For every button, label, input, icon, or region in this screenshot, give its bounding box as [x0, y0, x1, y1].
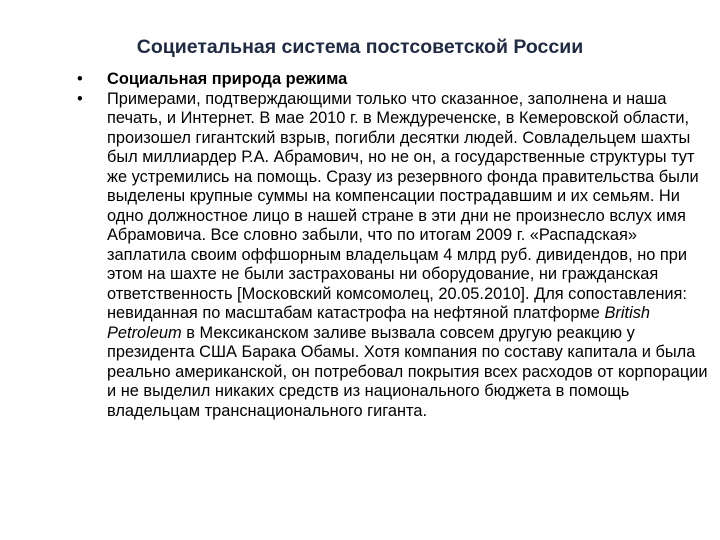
bullet-text-part-2: в Мексиканском заливе вызвала совсем другую реакцию у президента США Барака Обамы. Хотя компания по составу капитала и была реально американской, он потребовал покрытия всех расходов от корпорации и не выделил никаких средств из национального бюджета в помощь владельцам транснационального гиганта. — [107, 323, 708, 420]
bullet-item-examples — [74, 90, 714, 422]
bullet-body-text — [107, 90, 714, 422]
bullet-text-italic-company: British Petroleum — [107, 304, 651, 342]
bullet-text-part-1: Примерами, подтверждающими только что сказанное, заполнена и наша печать, и Интернет. В мае 2010 г. в Междуреченске, в Кемеровской области, произошел гигантский взрыв, погибли десятки людей. Совладельцем шахты был миллиардер Р.А. Абрамович, но не он, а государственные структуры тут же устремились на помощь. Сразу из резервного фонда правительства были выделены крупные суммы на компенсации пострадавшим и их семьям. Ни одно должностное лицо в нашей стране в эти дни не произнесло вслух имя Абрамовича. Все словно забыли, что по итогам 2009 г. «Распадская» заплатила своим оффшорным владельцам 4 млрд руб. дивидендов, но при этом на шахте не были застрахованы ни оборудование, ни гражданская ответственность [Московский комсомолец, 20.05.2010]. Для сопоставления: невиданная по масштабам катастрофа на нефтяной платформе — [107, 89, 699, 322]
bullet-text: Социальная природа режима — [107, 70, 348, 88]
bullet-marker: • — [77, 89, 83, 108]
bullet-item-regime-nature — [74, 70, 714, 90]
bullet-marker: • — [77, 70, 83, 88]
slide-title: Социетальная система постсоветской России — [136, 36, 584, 58]
bullet-list — [74, 70, 714, 421]
